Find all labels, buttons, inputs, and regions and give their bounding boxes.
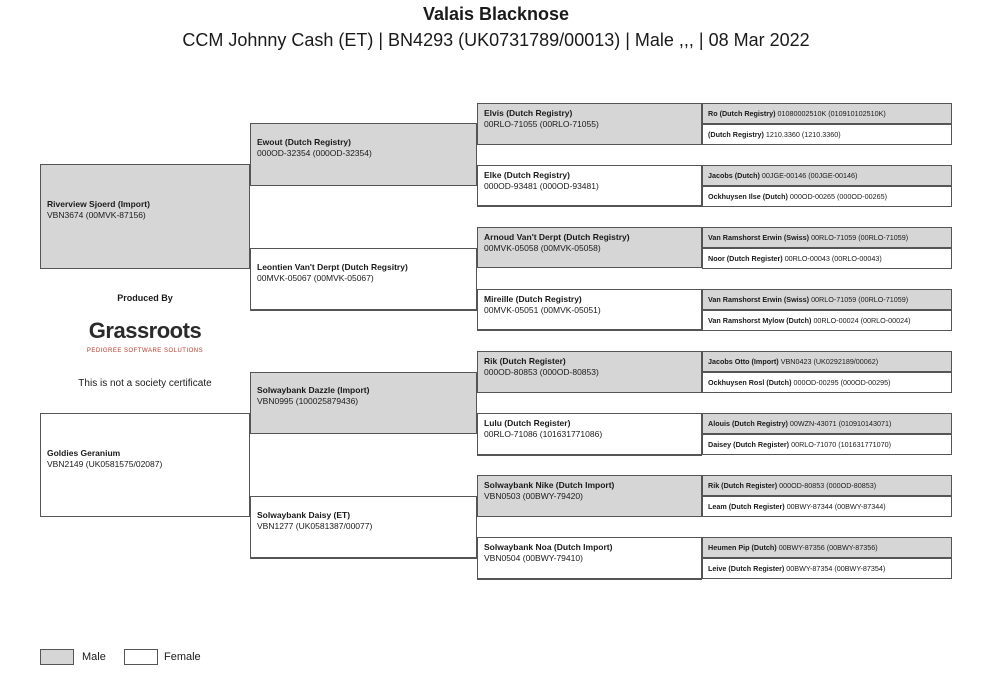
animal-summary: CCM Johnny Cash (ET) | BN4293 (UK0731789/00013) | Male ,,, | 08 Mar 2022 xyxy=(182,30,810,50)
produced-by-label: Produced By xyxy=(117,293,173,303)
gen4-box xyxy=(702,186,952,207)
ancestor-name: Van Ramshorst Erwin (Swiss) xyxy=(708,233,810,242)
ancestor-name: Daisey (Dutch Register) xyxy=(708,440,790,449)
ancestor-name: Van Ramshorst Erwin (Swiss) xyxy=(708,295,810,304)
ancestor-name: Jacobs Otto (Import) xyxy=(708,357,779,366)
ancestor-reg: 00MVK-05058 (00MVK-05058) xyxy=(484,243,601,253)
connector-line xyxy=(250,310,477,311)
ancestor-name: Lulu (Dutch Register) xyxy=(484,418,571,428)
gen4-box xyxy=(702,537,952,558)
ancestor-reg: 000OD-00295 (000OD-00295) xyxy=(793,378,891,387)
sire-dam-box xyxy=(250,248,477,310)
sire-reg: VBN3674 (00MVK-87156) xyxy=(47,210,146,220)
gen3-box xyxy=(477,289,702,330)
gen4-box xyxy=(702,248,952,269)
ancestor-name: Solwaybank Daisy (ET) xyxy=(257,510,351,520)
gen3-box xyxy=(477,475,702,517)
ancestor-reg: VBN0503 (00BWY-79420) xyxy=(484,491,583,501)
ancestor-reg: VBN1277 (UK0581387/00077) xyxy=(257,521,373,531)
gen4-box xyxy=(702,165,952,186)
ancestor-name: Arnoud Van't Derpt (Dutch Registry) xyxy=(484,232,630,242)
legend-female-swatch xyxy=(124,649,158,665)
ancestor-name: Leontien Van't Derpt (Dutch Regsitry) xyxy=(257,262,408,272)
gen4-box xyxy=(702,558,952,579)
gen4-box xyxy=(702,289,952,310)
gen4-box xyxy=(702,351,952,372)
ancestor-reg: 00MVK-05051 (00MVK-05051) xyxy=(484,305,601,315)
gen3-box xyxy=(477,537,702,579)
ancestor-name: Rik (Dutch Register) xyxy=(484,356,566,366)
ancestor-name: Solwaybank Noa (Dutch Import) xyxy=(484,542,613,552)
ancestor-reg: 00RLO-00043 (00RLO-00043) xyxy=(784,254,882,263)
ancestor-reg: 00WZN-43071 (010910143071) xyxy=(789,419,892,428)
gen3-box xyxy=(477,165,702,206)
ancestor-reg: VBN0504 (00BWY-79410) xyxy=(484,553,583,563)
gen3-box xyxy=(477,227,702,268)
ancestor-reg: 00RLO-71059 (00RLO-71059) xyxy=(811,233,909,242)
ancestor-reg: 00RLO-71070 (101631771070) xyxy=(791,440,891,449)
ancestor-name: Ockhuysen Ilse (Dutch) xyxy=(708,192,788,201)
connector-line xyxy=(476,145,477,165)
sire-name: Riverview Sjoerd (Import) xyxy=(47,199,150,209)
ancestor-reg: 00BWY-87356 (00BWY-87356) xyxy=(778,543,878,552)
dam-box xyxy=(40,413,250,517)
legend-male-swatch xyxy=(40,649,74,665)
ancestor-name: Ewout (Dutch Registry) xyxy=(257,137,351,147)
ancestor-name: Heumen Pip (Dutch) xyxy=(708,543,777,552)
gen4-box xyxy=(702,310,952,331)
ancestor-reg: 00JGE-00146 (00JGE-00146) xyxy=(761,171,858,180)
gen4-box xyxy=(702,227,952,248)
gen4-box xyxy=(702,413,952,434)
document-title: Valais Blacknose xyxy=(422,4,570,24)
connector-line xyxy=(476,268,477,289)
ancestor-reg: 000OD-93481 (000OD-93481) xyxy=(484,181,599,191)
ancestor-reg: 000OD-80853 (000OD-80853) xyxy=(779,481,877,490)
ancestor-reg: 00RLO-71055 (00RLO-71055) xyxy=(484,119,599,129)
dam-sire-box xyxy=(250,372,477,434)
ancestor-name: Ockhuysen Rosl (Dutch) xyxy=(708,378,792,387)
gen4-box xyxy=(702,103,952,124)
ancestor-reg: 00RLO-71086 (101631771086) xyxy=(484,429,603,439)
ancestor-reg: 00MVK-05067 (00MVK-05067) xyxy=(257,273,374,283)
ancestor-name: (Dutch Registry) xyxy=(708,130,764,139)
legend-female-label: Female xyxy=(164,651,201,663)
ancestor-name: Elke (Dutch Registry) xyxy=(484,170,570,180)
ancestor-name: Elvis (Dutch Registry) xyxy=(484,108,573,118)
ancestor-name: Mireille (Dutch Registry) xyxy=(484,294,582,304)
connector-line xyxy=(477,330,702,331)
ancestor-reg: VBN0423 (UK0292189/00062) xyxy=(780,357,879,366)
ancestor-name: Van Ramshorst Mylow (Dutch) xyxy=(708,316,812,325)
ancestor-reg: 1210.3360 (1210.3360) xyxy=(765,130,841,139)
connector-line xyxy=(477,455,702,456)
legend-male-label: Male xyxy=(82,651,106,663)
connector-line xyxy=(250,558,477,559)
gen3-box xyxy=(477,103,702,145)
ancestor-reg: VBN0995 (100025879436) xyxy=(257,396,359,406)
ancestor-name: Solwaybank Nike (Dutch Import) xyxy=(484,480,615,490)
ancestor-name: Leam (Dutch Register) xyxy=(708,502,785,511)
dam-reg: VBN2149 (UK0581575/02087) xyxy=(47,459,163,469)
connector-line xyxy=(477,579,702,580)
gen4-box xyxy=(702,434,952,455)
connector-line xyxy=(476,517,477,537)
gen4-box xyxy=(702,475,952,496)
logo-tagline: PEDIGREE SOFTWARE SOLUTIONS xyxy=(86,348,204,354)
ancestor-name: Jacobs (Dutch) xyxy=(708,171,760,180)
grassroots-logo: Grassroots xyxy=(88,318,202,343)
ancestor-reg: 00RLO-00024 (00RLO-00024) xyxy=(813,316,911,325)
ancestor-reg: 000OD-00265 (000OD-00265) xyxy=(789,192,887,201)
dam-dam-box xyxy=(250,496,477,558)
ancestor-reg: 00BWY-87354 (00BWY-87354) xyxy=(786,564,886,573)
ancestor-name: Alouis (Dutch Registry) xyxy=(708,419,788,428)
legend xyxy=(40,649,240,665)
ancestor-name: Leive (Dutch Register) xyxy=(708,564,785,573)
ancestor-reg: 000OD-80853 (000OD-80853) xyxy=(484,367,599,377)
certificate-disclaimer: This is not a society certificate xyxy=(78,378,212,389)
gen4-box xyxy=(702,124,952,145)
gen4-box xyxy=(702,372,952,393)
gen3-box xyxy=(477,413,702,455)
ancestor-reg: 000OD-32354 (000OD-32354) xyxy=(257,148,372,158)
connector-line xyxy=(477,206,702,207)
ancestor-reg: 00RLO-71059 (00RLO-71059) xyxy=(811,295,909,304)
gen4-box xyxy=(702,496,952,517)
ancestor-name: Noor (Dutch Register) xyxy=(708,254,783,263)
sire-box xyxy=(40,164,250,269)
ancestor-reg: 00BWY-87344 (00BWY-87344) xyxy=(786,502,886,511)
ancestor-name: Solwaybank Dazzle (Import) xyxy=(257,385,370,395)
ancestor-reg: 01080002510K (010910102510K) xyxy=(777,109,886,118)
dam-name: Goldies Geranium xyxy=(47,448,121,458)
sire-sire-box xyxy=(250,123,477,186)
gen3-box xyxy=(477,351,702,393)
ancestor-name: Ro (Dutch Registry) xyxy=(708,109,776,118)
connector-line xyxy=(476,393,477,413)
ancestor-name: Rik (Dutch Register) xyxy=(708,481,778,490)
